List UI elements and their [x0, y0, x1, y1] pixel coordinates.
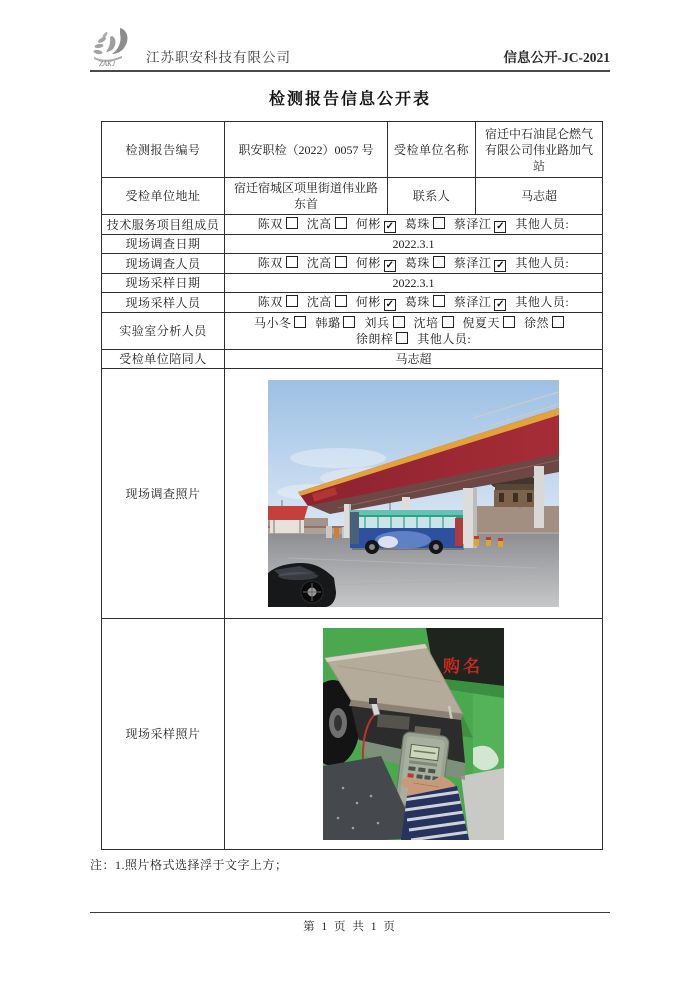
member-name: 徐朗梓: [355, 332, 394, 346]
survey-staff-checkline: [225, 254, 603, 274]
member-item: [356, 295, 396, 309]
member-item: [356, 217, 396, 231]
checkbox-unchecked-icon[interactable]: [433, 217, 445, 229]
logo-text: ZAKJ: [99, 60, 115, 68]
company-logo-icon: [90, 26, 144, 68]
table-row: [102, 619, 603, 850]
checkbox-checked-icon[interactable]: ✓: [385, 221, 395, 232]
member-item: [258, 256, 298, 270]
survey-date-value: 2022.3.1: [225, 235, 603, 254]
address-value: 宿迁宿城区项里街道伟业路东首: [225, 178, 388, 215]
checkbox-unchecked-icon[interactable]: [294, 316, 306, 328]
member-item: [307, 217, 347, 231]
survey-photo-label: 现场调查照片: [102, 369, 225, 619]
checkbox-unchecked-icon[interactable]: [343, 316, 355, 328]
footnote: 注：1.照片格式选择浮于文字上方；: [90, 858, 288, 872]
member-name: 徐然: [524, 316, 550, 330]
table-row: [102, 215, 603, 235]
member-name: 何彬: [355, 256, 381, 270]
checkbox-checked-icon[interactable]: ✓: [496, 221, 505, 232]
member-item: [454, 217, 507, 231]
sampling-staff-checkline: [225, 293, 603, 313]
table-row: [102, 178, 603, 215]
address-label: 受检单位地址: [102, 178, 225, 215]
member-item: [258, 217, 298, 231]
member-name: 葛珠: [404, 256, 430, 270]
survey-photo-gas-station: [268, 380, 559, 607]
checkbox-unchecked-icon[interactable]: [503, 316, 515, 328]
member-item: [405, 256, 445, 270]
lab-staff-checkline: [225, 313, 603, 350]
member-name: 蔡泽江: [453, 217, 492, 231]
checkbox-checked-icon[interactable]: ✓: [496, 260, 505, 271]
team-members-checkline: [225, 215, 603, 235]
checkbox-unchecked-icon[interactable]: [433, 295, 445, 307]
report-no-label: 检测报告编号: [102, 122, 225, 178]
member-name: 陈双: [257, 256, 283, 270]
page-title: 检测报告信息公开表: [268, 91, 431, 108]
sampling-photo-label: 现场采样照片: [102, 619, 225, 850]
member-item: [524, 316, 564, 330]
table-row: [102, 274, 603, 293]
header-divider: [90, 70, 610, 72]
table-row: [102, 293, 603, 313]
table-row: [102, 350, 603, 369]
team-label: 技术服务项目组成员: [102, 215, 225, 235]
table-row: [102, 369, 603, 619]
sampling-photo-meter: [323, 628, 504, 840]
sampling-date-value: 2022.3.1: [225, 274, 603, 293]
table-row: [102, 254, 603, 274]
member-item: [356, 332, 409, 346]
table-row: [102, 235, 603, 254]
checkbox-unchecked-icon[interactable]: [286, 256, 298, 268]
company-name: 江苏职安科技有限公司: [146, 50, 291, 65]
sampling-date-label: 现场采样日期: [102, 274, 225, 293]
checkbox-unchecked-icon[interactable]: [433, 256, 445, 268]
member-item: [405, 217, 445, 231]
other-person-label: 其他人员:: [515, 256, 570, 270]
checkbox-checked-icon[interactable]: ✓: [385, 260, 395, 271]
member-item: [454, 256, 507, 270]
member-name: 沈高: [306, 256, 332, 270]
unit-name-label: 受检单位名称: [388, 122, 476, 178]
member-item: [307, 295, 347, 309]
member-item: [463, 316, 516, 330]
member-name: 陈双: [257, 217, 283, 231]
member-item: [254, 316, 307, 330]
page-footer: [90, 912, 610, 934]
member-name: 刘兵: [364, 316, 390, 330]
table-row: [102, 313, 603, 350]
member-item: [454, 295, 507, 309]
checkbox-unchecked-icon[interactable]: [393, 316, 405, 328]
member-item: [414, 316, 454, 330]
member-item: [356, 256, 396, 270]
member-name: 蔡泽江: [453, 256, 492, 270]
report-info-table: [101, 121, 603, 850]
lab-staff-label: 实验室分析人员: [102, 313, 225, 350]
member-name: 何彬: [355, 217, 381, 231]
companion-value: 马志超: [225, 350, 603, 369]
member-item: [307, 256, 347, 270]
member-name: 沈培: [413, 316, 439, 330]
member-item: [405, 295, 445, 309]
member-name: 倪夏天: [462, 316, 501, 330]
checkbox-checked-icon[interactable]: ✓: [385, 299, 395, 310]
unit-name-value: 宿迁中石油昆仑燃气有限公司伟业路加气站: [476, 122, 603, 178]
member-name: 何彬: [355, 295, 381, 309]
other-person-label: 其他人员:: [515, 295, 570, 309]
member-name: 蔡泽江: [453, 295, 492, 309]
page-number: 第 1 页 共 1 页: [303, 921, 397, 933]
member-name: 沈高: [306, 217, 332, 231]
sampling-photo-cell: [225, 619, 603, 850]
checkbox-unchecked-icon[interactable]: [552, 316, 564, 328]
member-name: 韩璐: [315, 316, 341, 330]
checkbox-checked-icon[interactable]: ✓: [496, 299, 505, 310]
survey-photo-cell: [225, 369, 603, 619]
member-name: 葛珠: [404, 217, 430, 231]
checkbox-unchecked-icon[interactable]: [286, 295, 298, 307]
member-item: [364, 316, 404, 330]
bus-ad-text: 购名: [443, 657, 483, 676]
checkbox-unchecked-icon[interactable]: [335, 217, 347, 229]
survey-date-label: 现场调查日期: [102, 235, 225, 254]
checkbox-unchecked-icon[interactable]: [335, 295, 347, 307]
checkbox-unchecked-icon[interactable]: [396, 332, 408, 344]
member-name: 沈高: [306, 295, 332, 309]
member-item: [315, 316, 355, 330]
companion-label: 受检单位陪同人: [102, 350, 225, 369]
page-header: [90, 28, 610, 68]
member-name: 马小冬: [253, 316, 292, 330]
contact-label: 联系人: [388, 178, 476, 215]
member-name: 陈双: [257, 295, 283, 309]
survey-staff-label: 现场调查人员: [102, 254, 225, 274]
checkbox-unchecked-icon[interactable]: [286, 217, 298, 229]
other-person-label: 其他人员:: [417, 332, 472, 346]
contact-value: 马志超: [476, 178, 603, 215]
doc-code: 信息公开-JC-2021: [503, 50, 610, 65]
member-item: [258, 295, 298, 309]
other-person-label: 其他人员:: [515, 217, 570, 231]
checkbox-unchecked-icon[interactable]: [335, 256, 347, 268]
sampling-staff-label: 现场采样人员: [102, 293, 225, 313]
report-no-value: 职安职检（2022）0057 号: [225, 122, 388, 178]
table-row: [102, 122, 603, 178]
member-name: 葛珠: [404, 295, 430, 309]
checkbox-unchecked-icon[interactable]: [442, 316, 454, 328]
